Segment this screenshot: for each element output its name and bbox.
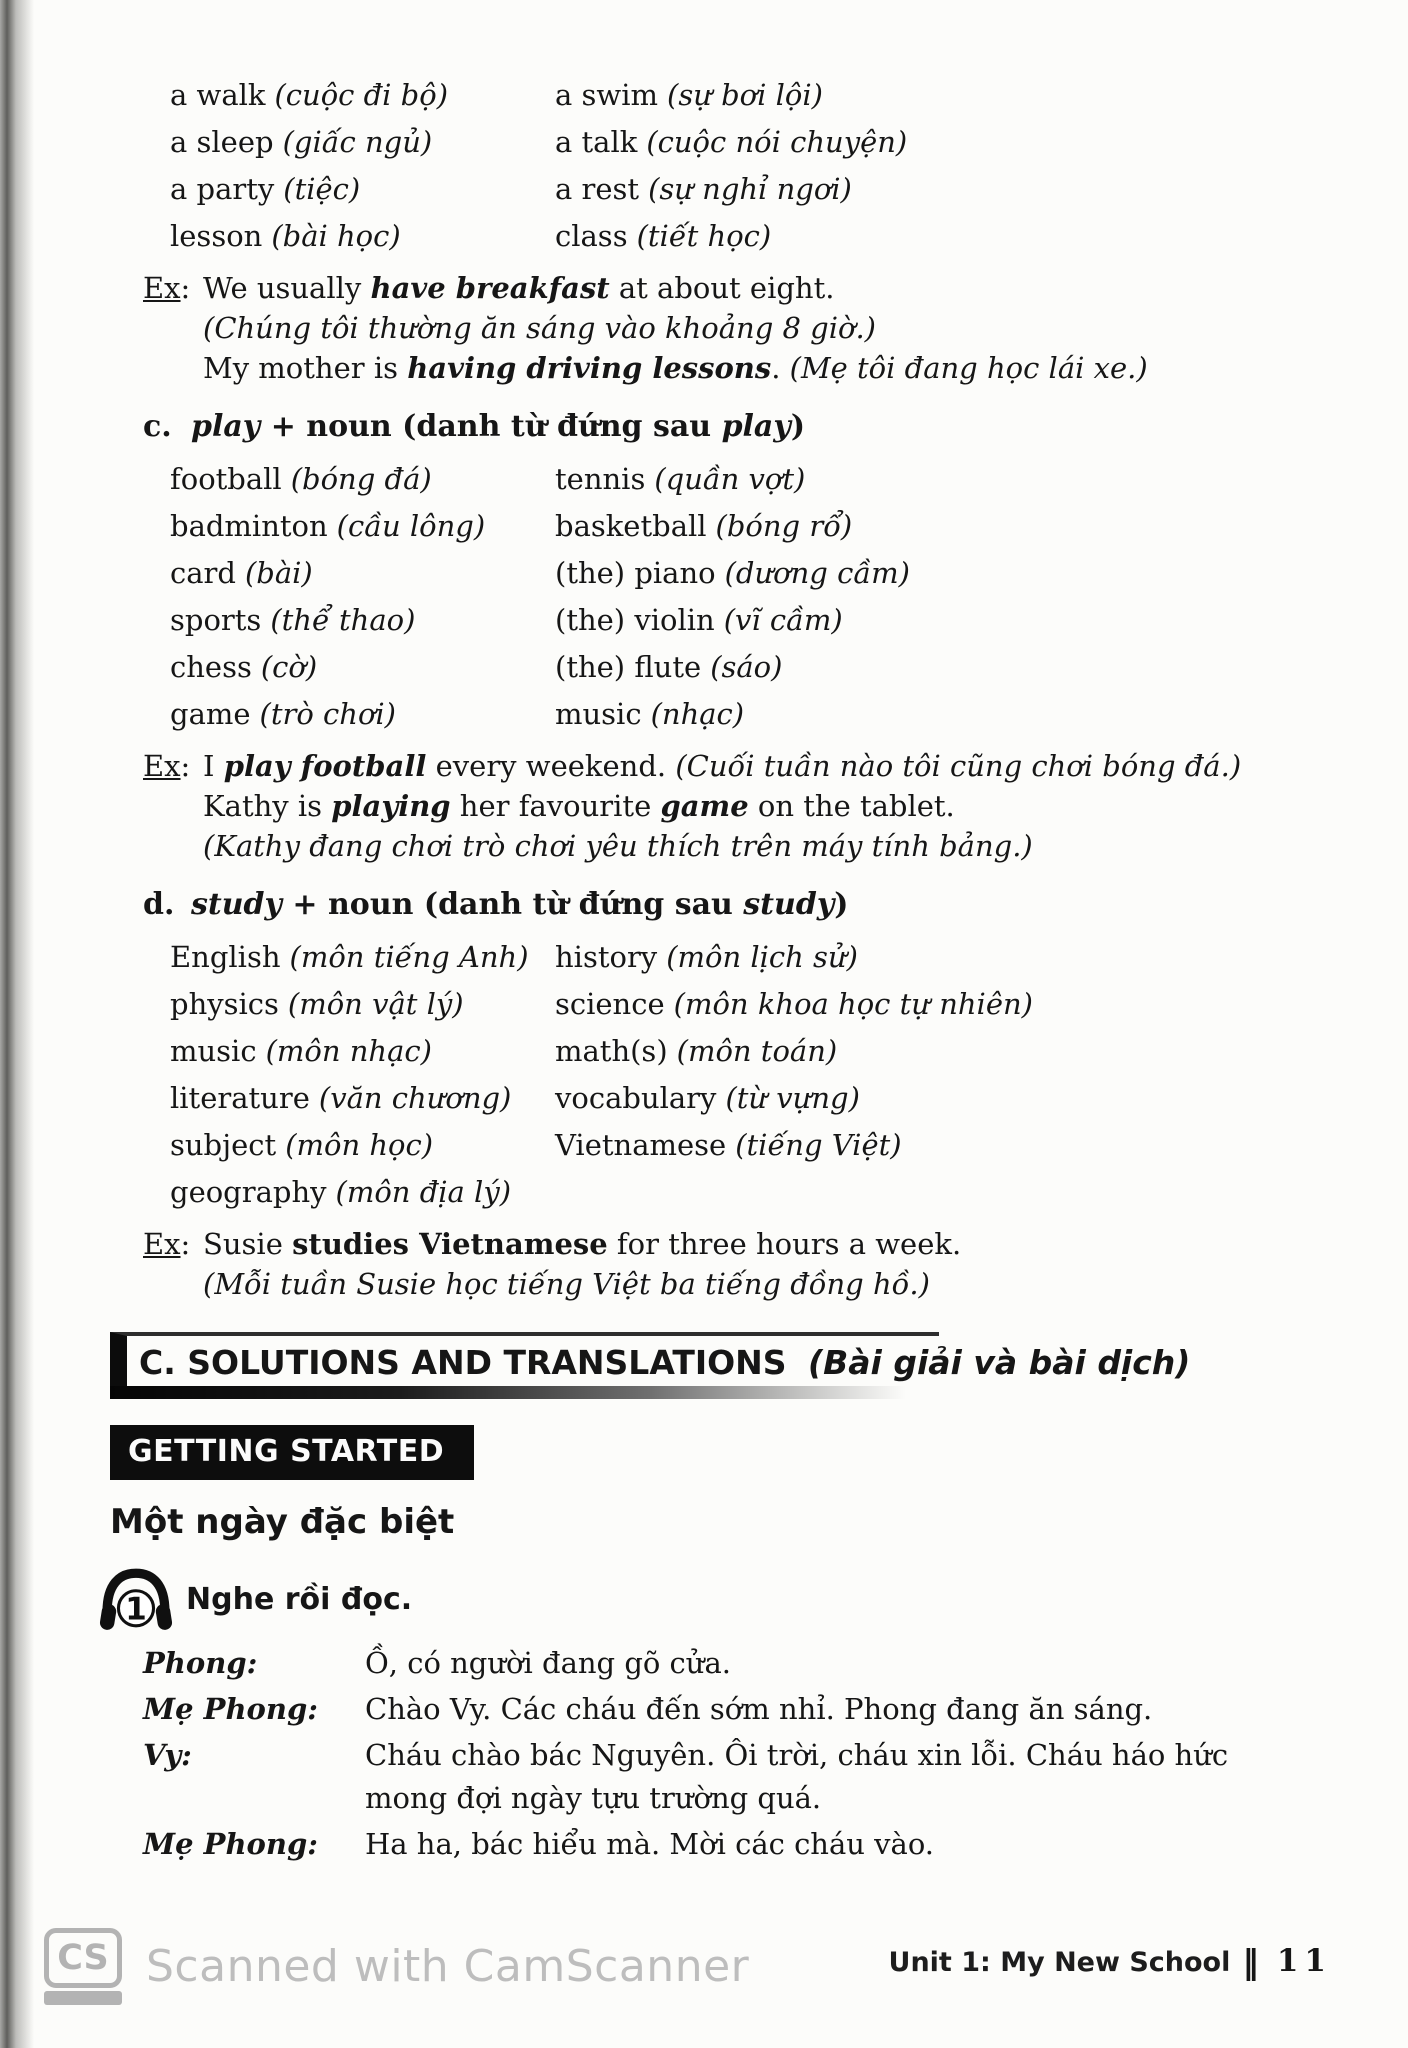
speaker-name: Phong: — [143, 1646, 258, 1680]
section-title: play + noun (danh từ đứng sau play) — [191, 409, 806, 444]
speaker-name: Mẹ Phong: — [143, 1692, 318, 1726]
dialogue-line — [143, 1642, 1300, 1685]
speaker-name: Mẹ Phong: — [143, 1827, 318, 1861]
vocab-item: class (tiết học) — [555, 219, 772, 253]
section-letter: d. — [143, 887, 175, 922]
example-lines — [203, 746, 1300, 866]
vocab-item: music (nhạc) — [555, 697, 745, 731]
speaker-line: Chào Vy. Các cháu đến sớm nhỉ. Phong đang ăn sáng. — [365, 1692, 1153, 1726]
vocab-item: lesson (bài học) — [170, 219, 401, 253]
camscanner-logo-letters: CS — [44, 1928, 122, 1988]
camscanner-watermark — [44, 1928, 749, 2005]
example-lines — [203, 268, 1300, 388]
example-sentence: We usually have breakfast at about eight. — [203, 271, 835, 305]
vocab-item: card (bài) — [170, 556, 313, 590]
vocab-item: vocabulary (từ vựng) — [555, 1081, 860, 1115]
study-noun-list — [170, 934, 1300, 1216]
scan-binding-shadow — [0, 0, 34, 2048]
vocab-item: a party (tiệc) — [170, 172, 361, 206]
example-label: Ex: — [143, 749, 191, 783]
have-noun-list — [170, 72, 1300, 260]
vocab-item: football (bóng đá) — [170, 462, 432, 496]
dialogue-line — [143, 1688, 1300, 1731]
section-title: study + noun (danh từ đứng sau study) — [191, 887, 849, 922]
vocab-item: a swim (sự bơi lội) — [555, 78, 823, 112]
example-sentence: I play football every weekend. (Cuối tuần nào tôi cũng chơi bóng đá.) — [203, 749, 1242, 783]
camscanner-logo-bar — [44, 1991, 122, 2005]
vocab-item: chess (cờ) — [170, 650, 318, 684]
page-number: 11 — [1276, 1943, 1332, 1979]
lesson-title: Một ngày đặc biệt — [110, 1502, 455, 1542]
vocab-item: English (môn tiếng Anh) — [170, 940, 529, 974]
getting-started-banner: GETTING STARTED — [110, 1425, 474, 1480]
example-block-play — [143, 746, 1300, 866]
task-number: 1 — [125, 1591, 147, 1628]
vocab-item: (the) flute (sáo) — [555, 650, 783, 684]
vocab-item: sports (thể thao) — [170, 603, 416, 637]
vocab-item: badminton (cầu lông) — [170, 509, 486, 543]
vocab-item: geography (môn địa lý) — [170, 1175, 512, 1209]
vocab-item: a rest (sự nghỉ ngơi) — [555, 172, 852, 206]
example-sentence: My mother is having driving lessons. (Mẹ tôi đang học lái xe.) — [203, 351, 1148, 385]
section-d-heading — [143, 882, 1300, 928]
example-translation: (Chúng tôi thường ăn sáng vào khoảng 8 giờ.) — [203, 311, 876, 345]
vocab-item: a walk (cuộc đi bộ) — [170, 78, 449, 112]
vocab-item: game (trò chơi) — [170, 697, 396, 731]
example-sentence: Kathy is playing her favourite game on the tablet. — [203, 789, 955, 823]
vocab-item: physics (môn vật lý) — [170, 987, 464, 1021]
dialogue-line — [143, 1734, 1300, 1820]
example-label: Ex: — [143, 271, 191, 305]
listen-task-label: Nghe rồi đọc. — [186, 1581, 413, 1617]
solutions-heading — [110, 1332, 1191, 1395]
example-sentence: Susie studies Vietnamese for three hours a week. — [203, 1227, 962, 1261]
vocab-item: music (môn nhạc) — [170, 1034, 432, 1068]
vocab-item: a talk (cuộc nói chuyện) — [555, 125, 908, 159]
vocab-item: (the) violin (vĩ cầm) — [555, 603, 843, 637]
unit-title: Unit 1: My New School — [888, 1947, 1231, 1978]
vocab-item: (the) piano (dương cầm) — [555, 556, 910, 590]
page-footer — [889, 1940, 1332, 1979]
vocab-item: history (môn lịch sử) — [555, 940, 858, 974]
vocab-item: literature (văn chương) — [170, 1081, 512, 1115]
dialogue — [143, 1642, 1300, 1866]
camscanner-watermark-text: Scanned with CamScanner — [146, 1941, 750, 1992]
example-translation: (Mỗi tuần Susie học tiếng Việt ba tiếng đồng hồ.) — [203, 1267, 930, 1301]
listen-task — [98, 1566, 1300, 1632]
example-lines — [203, 1224, 1300, 1304]
example-block-have — [143, 268, 1300, 388]
vocab-item: Vietnamese (tiếng Việt) — [555, 1128, 902, 1162]
speaker-line: Ồ, có người đang gõ cửa. — [365, 1646, 731, 1680]
vocab-item: subject (môn học) — [170, 1128, 434, 1162]
page-content — [110, 0, 1300, 1866]
vocab-item: science (môn khoa học tự nhiên) — [555, 987, 1033, 1021]
vocab-item: math(s) (môn toán) — [555, 1034, 838, 1068]
solutions-subtitle: (Bài giải và bài dịch) — [808, 1343, 1191, 1382]
example-label: Ex: — [143, 1227, 191, 1261]
play-noun-list — [170, 456, 1300, 738]
vocab-item: a sleep (giấc ngủ) — [170, 125, 433, 159]
example-block-study — [143, 1224, 1300, 1304]
vocab-item — [555, 1169, 1300, 1216]
solutions-title: C. SOLUTIONS AND TRANSLATIONS — [139, 1343, 787, 1382]
section-c-heading — [143, 404, 1300, 450]
footer-divider: ‖ — [1242, 1942, 1259, 1981]
camscanner-logo — [44, 1928, 122, 2005]
speaker-line: Ha ha, bác hiểu mà. Mời các cháu vào. — [365, 1827, 935, 1861]
section-letter: c. — [143, 409, 172, 444]
speaker-name: Vy: — [143, 1738, 192, 1772]
headphones-icon — [98, 1566, 174, 1632]
scan-ink-smear — [110, 1386, 939, 1399]
vocab-item: basketball (bóng rổ) — [555, 509, 853, 543]
vocab-item: tennis (quần vợt) — [555, 462, 806, 496]
speaker-line: Cháu chào bác Nguyên. Ôi trời, cháu xin lỗi. Cháu háo hức mong đợi ngày tựu trường quá. — [365, 1738, 1229, 1815]
example-translation: (Kathy đang chơi trò chơi yêu thích trên máy tính bảng.) — [203, 829, 1033, 863]
dialogue-line — [143, 1823, 1300, 1866]
